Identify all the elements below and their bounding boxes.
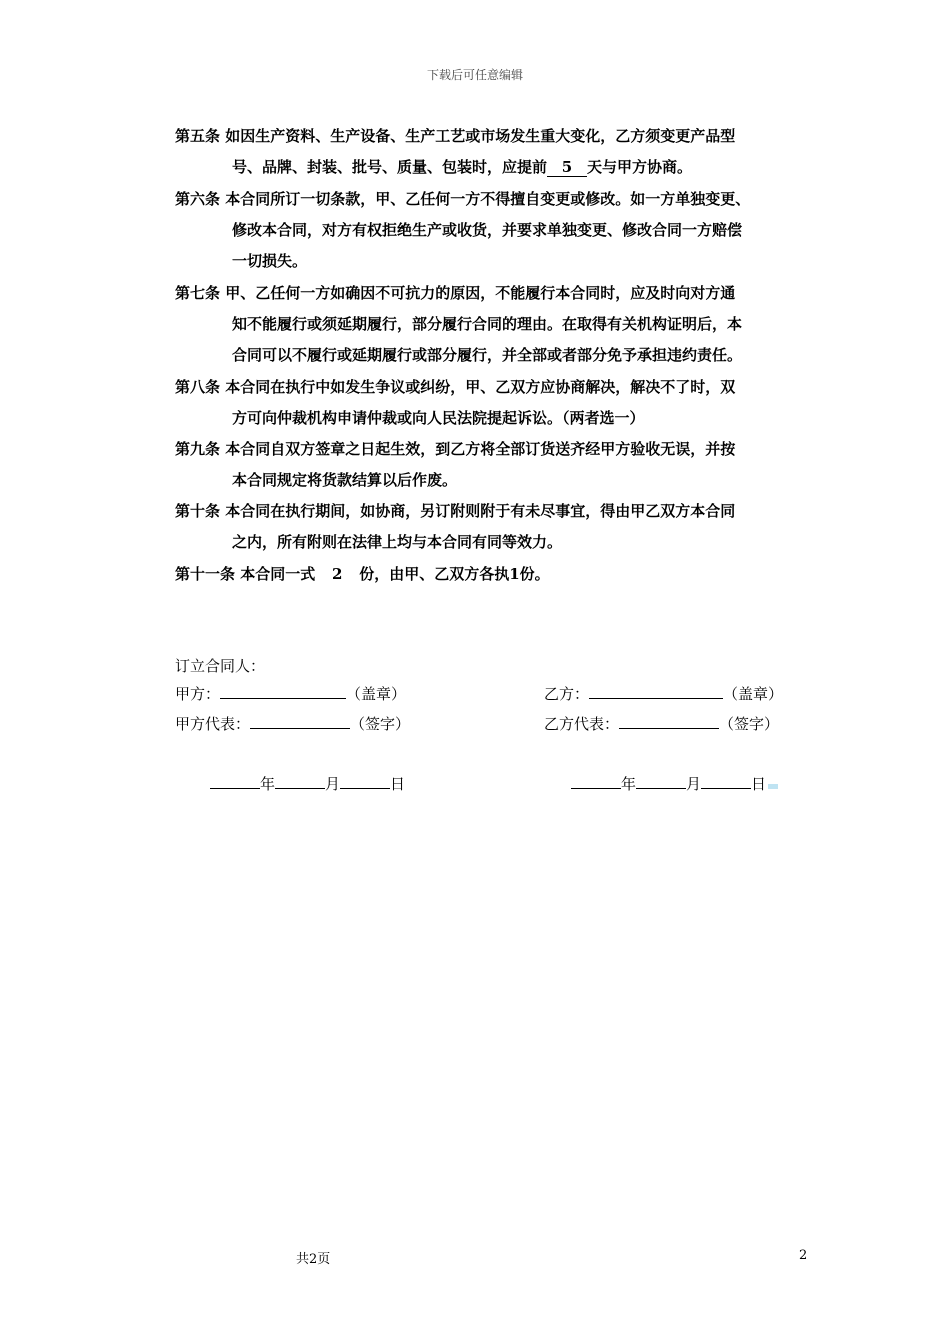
article-5-line-2-pre: 号、品牌、封装、批号、质量、包装时，应提前 [232, 158, 548, 176]
party-a-year-label: 年 [260, 775, 276, 793]
article-6-line-2: 修改本合同，对方有权拒绝生产或收货，并要求单独变更、修改合同一方赔偿 [232, 221, 743, 239]
party-b-year-label: 年 [621, 775, 637, 793]
article-7 [175, 278, 815, 371]
article-10-line-1: 第十条 本合同在执行期间，如协商，另订附则附于有未尽事宜，得由甲乙双方本合同 [175, 502, 736, 520]
party-a-rep-row [175, 714, 410, 734]
article-11-line-1 [175, 559, 815, 590]
party-b-day-blank[interactable] [701, 774, 751, 789]
party-a-date [210, 774, 405, 794]
article-8 [175, 372, 815, 434]
party-a-day-label: 日 [390, 775, 406, 793]
party-b-stamp: （盖章） [723, 685, 784, 703]
article-5-line-2 [175, 152, 815, 183]
text-cursor-marker [768, 784, 778, 789]
page-header: 下载后可任意编辑 [426, 68, 523, 82]
party-b-blank[interactable] [589, 684, 723, 699]
party-a-day-blank[interactable] [340, 774, 390, 789]
party-a-year-blank[interactable] [210, 774, 260, 789]
party-a-rep-sign: （签字） [350, 715, 411, 733]
article-6 [175, 184, 815, 277]
article-8-line-2: 方可向仲裁机构申请仲裁或向人民法院提起诉讼。（两者选一） [232, 409, 645, 427]
article-10-line-2: 之内，所有附则在法律上均与本合同有同等效力。 [232, 533, 563, 551]
party-a-month-label: 月 [325, 775, 341, 793]
article-6-line-1: 第六条 本合同所订一切条款，甲、乙任何一方不得擅自变更或修改。如一方单独变更、 [175, 190, 751, 208]
article-11 [175, 559, 815, 590]
party-b-date [571, 774, 778, 794]
party-a-rep-blank[interactable] [250, 714, 350, 729]
article-9-line-1: 第九条 本合同自双方签章之日起生效，到乙方将全部订货送齐经甲方验收无误，并按 [175, 440, 736, 458]
article-6-line-3: 一切损失。 [232, 252, 308, 270]
article-11-pre: 第十一条 本合同一式 [175, 565, 316, 583]
article-7-line-1: 第七条 甲、乙任何一方如确因不可抗力的原因，不能履行本合同时，应及时向对方通 [175, 284, 736, 302]
party-a-blank[interactable] [220, 684, 346, 699]
article-7-line-3: 合同可以不履行或延期履行或部分履行，并全部或者部分免予承担违约责任。 [232, 346, 743, 364]
article-10 [175, 496, 815, 558]
copies-value: 2 [332, 565, 343, 583]
party-a-label: 甲方： [175, 685, 221, 703]
party-b-day-label: 日 [751, 775, 767, 793]
party-b-rep-blank[interactable] [619, 714, 719, 729]
party-b-rep-label: 乙方代表： [544, 715, 620, 733]
notice-days-value: 5 [547, 158, 587, 177]
article-5-line-1: 第五条 如因生产资料、生产设备、生产工艺或市场发生重大变化，乙方须变更产品型 [175, 127, 736, 145]
party-a-row [175, 684, 406, 704]
party-a-rep-label: 甲方代表： [175, 715, 251, 733]
party-b-label: 乙方： [544, 685, 590, 703]
article-11-post: 份，由甲、乙双方各执1份。 [359, 565, 550, 583]
party-b-month-blank[interactable] [636, 774, 686, 789]
article-7-line-2: 知不能履行或须延期履行，部分履行合同的理由。在取得有关机构证明后，本 [232, 315, 743, 333]
signature-title: 订立合同人： [175, 657, 266, 675]
article-5-line-2-post: 天与甲方协商。 [587, 158, 693, 176]
article-9-line-2: 本合同规定将货款结算以后作废。 [232, 471, 458, 489]
party-a-stamp: （盖章） [346, 685, 407, 703]
party-b-rep-sign: （签字） [719, 715, 780, 733]
article-8-line-1: 第八条 本合同在执行中如发生争议或纠纷，甲、乙双方应协商解决，解决不了时，双 [175, 378, 736, 396]
footer-total-pages: 共2页 [296, 1252, 331, 1267]
footer-page-number: 2 [799, 1248, 808, 1263]
article-9 [175, 434, 815, 496]
article-5 [175, 121, 815, 183]
party-b-rep-row [544, 714, 779, 734]
party-a-month-blank[interactable] [275, 774, 325, 789]
party-b-row [544, 684, 783, 704]
party-b-year-blank[interactable] [571, 774, 621, 789]
party-b-month-label: 月 [686, 775, 702, 793]
